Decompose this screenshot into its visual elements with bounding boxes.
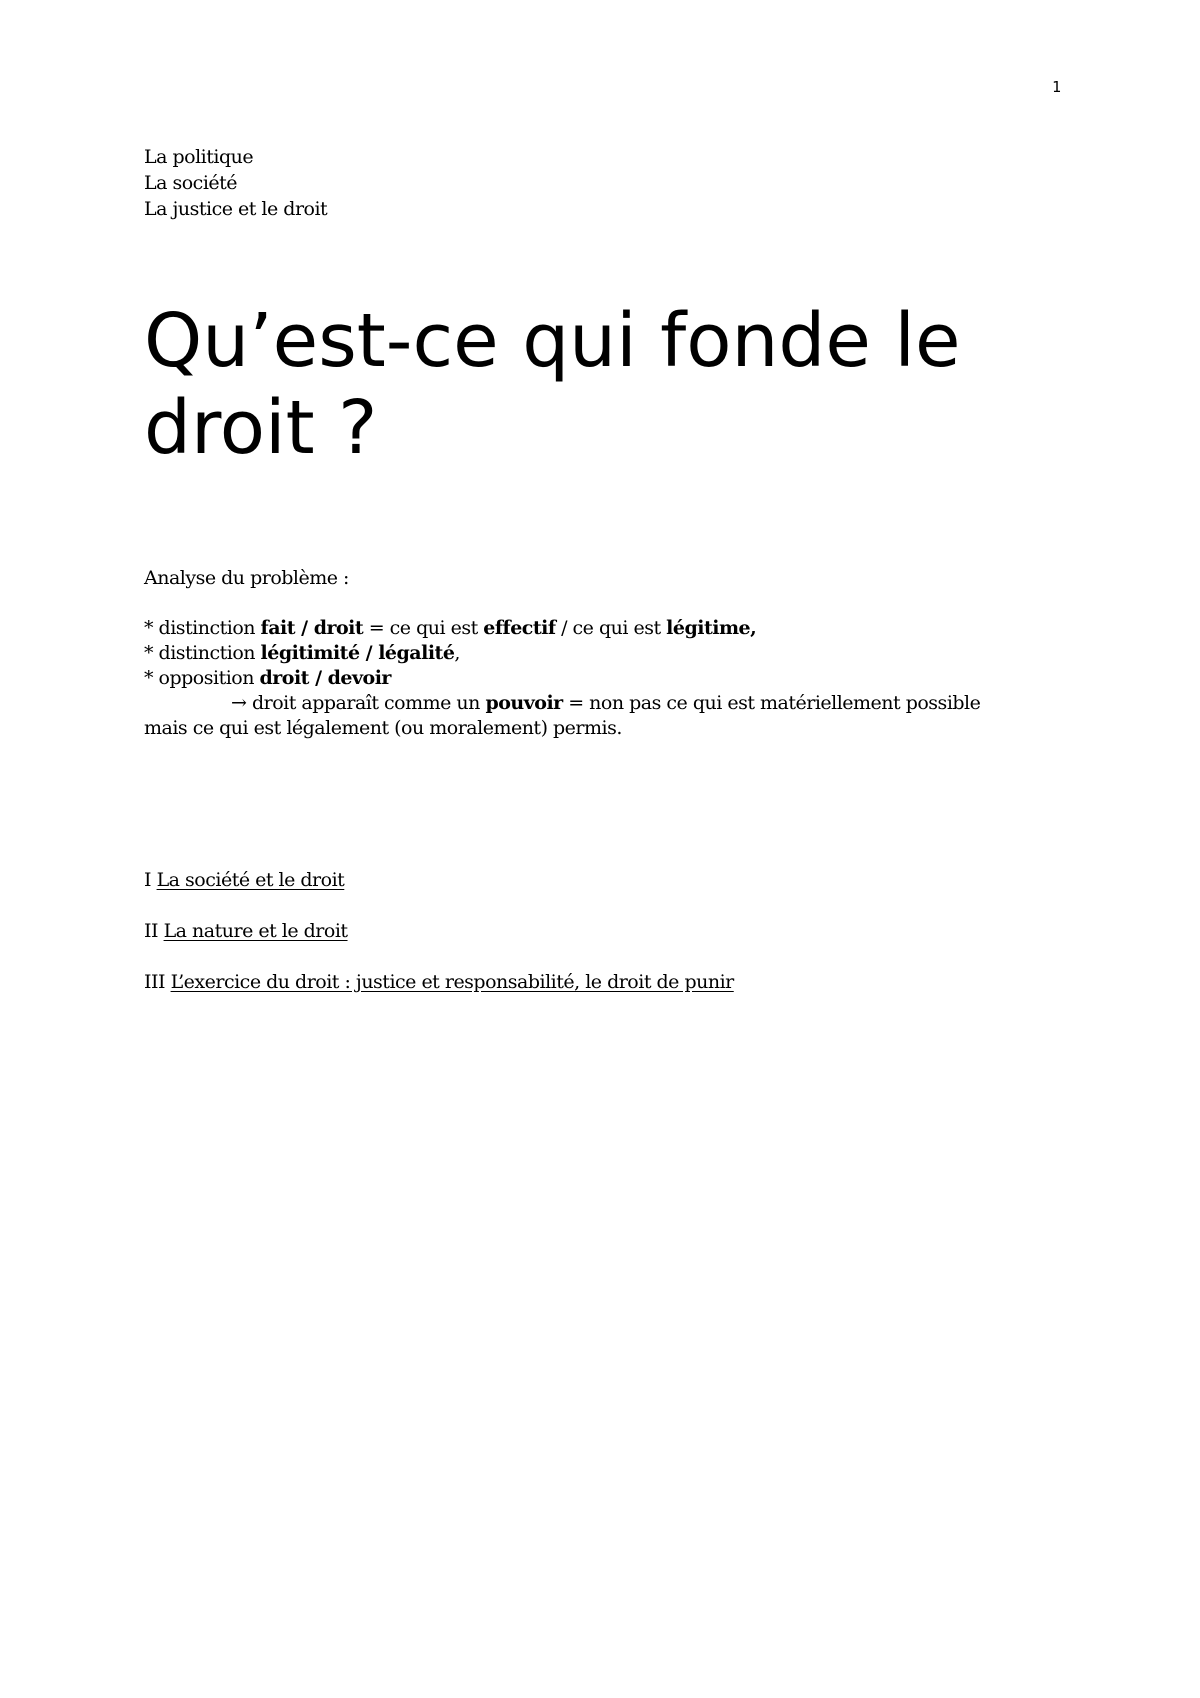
outline-part bbox=[144, 970, 734, 1021]
analysis-line-continuation: mais ce qui est légalement (ou moralement) permis. bbox=[144, 717, 622, 739]
page-number: 1 bbox=[1052, 78, 1062, 96]
bold-term: fait / droit bbox=[260, 617, 364, 639]
text: = non pas ce qui est matériellement possible bbox=[562, 692, 981, 714]
bold-term: effectif bbox=[483, 617, 556, 639]
part-numeral: II bbox=[144, 920, 159, 942]
part-title: La société et le droit bbox=[156, 869, 345, 891]
bold-term: légitimité / légalité bbox=[260, 642, 455, 664]
text: * distinction bbox=[144, 617, 261, 639]
text: = ce qui est bbox=[363, 617, 484, 639]
topic-item: La société bbox=[144, 172, 238, 194]
outline-part bbox=[144, 868, 734, 919]
document-title: Qu’est-ce qui fonde le droit ? bbox=[144, 298, 961, 471]
spacer bbox=[144, 591, 1054, 616]
part-numeral: I bbox=[144, 869, 152, 891]
text: * opposition bbox=[144, 667, 260, 689]
topic-item: La politique bbox=[144, 146, 254, 168]
analysis-line-droit-devoir bbox=[144, 666, 1054, 691]
outline-part bbox=[144, 919, 734, 970]
bold-term: pouvoir bbox=[485, 692, 563, 714]
bold-term: droit / devoir bbox=[259, 667, 391, 689]
bold-term: légitime, bbox=[666, 617, 757, 639]
topic-list bbox=[144, 144, 327, 222]
analysis-line-legitimite bbox=[144, 641, 1054, 666]
text: → droit apparaît comme un bbox=[231, 692, 486, 714]
text: , bbox=[454, 642, 460, 664]
outline bbox=[144, 868, 734, 1021]
analysis-heading: Analyse du problème : bbox=[144, 567, 349, 589]
analysis-line-pouvoir bbox=[144, 691, 1054, 716]
part-title: L’exercice du droit : justice et responsabilité, le droit de punir bbox=[170, 971, 734, 993]
part-numeral: III bbox=[144, 971, 166, 993]
text: / ce qui est bbox=[555, 617, 667, 639]
problem-analysis bbox=[144, 566, 1054, 741]
topic-item: La justice et le droit bbox=[144, 198, 328, 220]
analysis-line-fait-droit bbox=[144, 616, 1054, 641]
text: * distinction bbox=[144, 642, 261, 664]
part-title: La nature et le droit bbox=[163, 920, 348, 942]
